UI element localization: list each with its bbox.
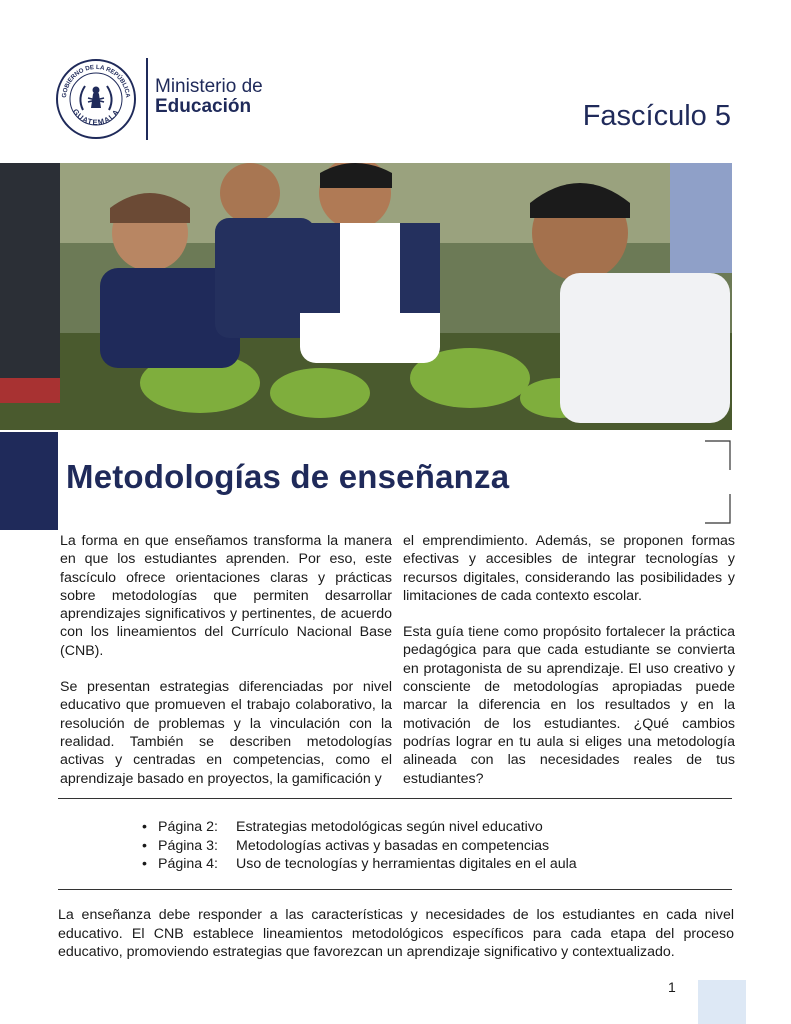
list-item — [142, 818, 577, 837]
page-title: Metodologías de enseñanza — [66, 458, 510, 495]
contents-list — [142, 818, 577, 874]
divider-bottom — [58, 889, 732, 890]
svg-text:GOBIERNO DE LA REPÚBLICA: GOBIERNO DE LA REPÚBLICA — [60, 63, 132, 99]
topic: Metodologías activas y basadas en competencias — [236, 837, 550, 854]
page-number: 1 — [668, 979, 676, 995]
page-ref: Página 4: — [158, 856, 218, 872]
intro-paragraph: el emprendimiento. Además, se proponen formas efectivas y accesibles de integrar tecnologías y recursos digitales, considerando las posibilidades y limitaciones de cada contexto escolar. — [403, 533, 735, 604]
svg-text:GUATEMALA: GUATEMALA — [70, 107, 122, 127]
intro-left-column — [60, 532, 392, 806]
ministry-name-line2: Educación — [155, 96, 252, 117]
intro-paragraph: Esta guía tiene como propósito fortalecer la práctica pedagógica para que cada estudiante se convierta en protagonista de su aprendizaje. El uso creativo y consciente de metodologías apropiadas puede marcar la diferencia en los resultados y en la motivación de los estudiantes. ¿Qué cambios podrías lograr en tu aula si eliges una metodología alineada con las necesidades reales de tus estudiantes? — [403, 624, 735, 787]
divider-top — [58, 798, 732, 799]
bullet: • — [142, 856, 147, 872]
intro-paragraph: La forma en que enseñamos transforma la manera en que los estudiantes aprenden. Por eso, este fascículo ofrece orientaciones claras y prácticas sobre metodologías que permiten desarrollar aprendizajes significativos y pertinentes, de acuerdo con los lineamientos del Currículo Nacional Base (CNB). — [60, 533, 392, 659]
ministry-name-line1: Ministerio de — [155, 76, 263, 97]
bullet: • — [142, 819, 147, 835]
fascicle-label: Fascículo 5 — [582, 100, 731, 132]
title-bracket-decoration — [705, 440, 731, 524]
bullet: • — [142, 837, 147, 854]
title-accent-block — [0, 432, 58, 530]
topic: Estrategias metodológicas según nivel educativo — [236, 819, 543, 835]
topic: Uso de tecnologías y herramientas digitales en el aula — [236, 856, 577, 872]
page-ref: Página 3: — [158, 837, 218, 854]
intro-right-column — [403, 532, 735, 806]
header-divider — [146, 58, 148, 140]
page-ref: Página 2: — [158, 819, 218, 835]
footer-corner-block — [698, 980, 746, 1024]
list-item — [142, 837, 577, 856]
list-item — [142, 855, 577, 874]
intro-paragraph: Se presentan estrategias diferenciadas por nivel educativo que promueven el trabajo colaborativo, la resolución de problemas y la vinculación con la realidad. También se describen metodologías activas y centradas en competencias, como el aprendizaje basado en proyectos, la gamificación y — [60, 679, 392, 787]
guatemala-seal-logo — [55, 58, 137, 140]
closing-paragraph: La enseñanza debe responder a las características y necesidades de los estudiantes en cada nivel educativo. El CNB establece lineamientos metodológicos específicos para cada etapa del proceso educativo, promoviendo estrategias que favorezcan un aprendizaje significativo y contextualizado. — [58, 907, 734, 960]
students-garden-photo — [0, 163, 732, 430]
